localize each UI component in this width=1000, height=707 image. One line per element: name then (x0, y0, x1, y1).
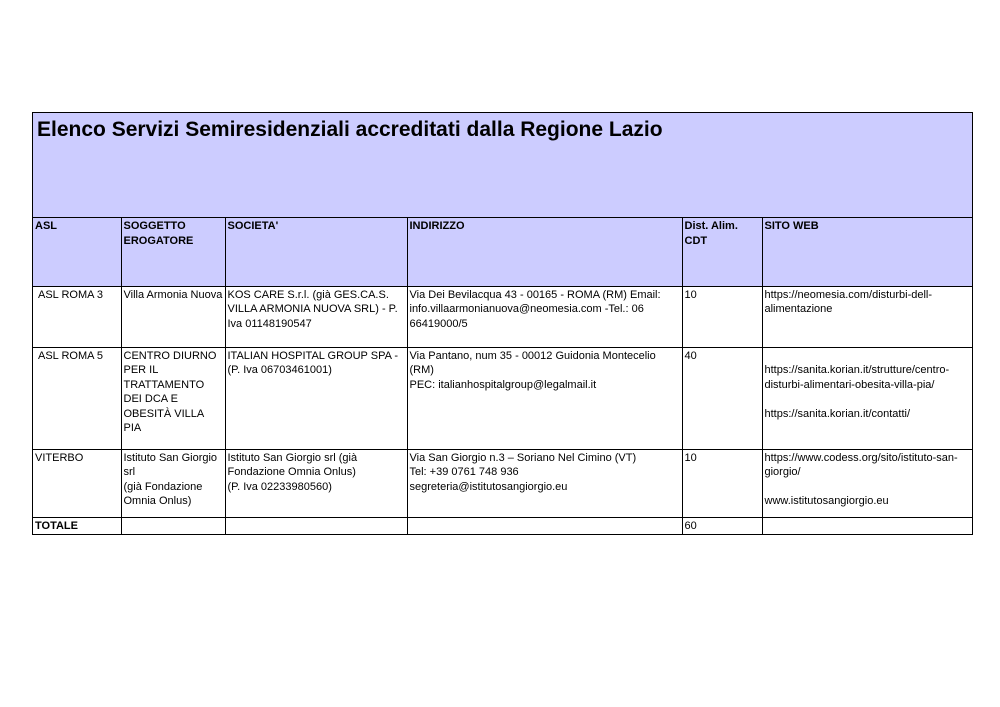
societa-line: (P. Iva 02233980560) (227, 480, 332, 493)
cell-indirizzo (407, 449, 682, 517)
header-indirizzo: INDIRIZZO (407, 218, 682, 286)
empty-cell (121, 517, 225, 534)
table-row (33, 449, 972, 517)
website-link[interactable]: www.istitutosangiorgio.eu (764, 495, 889, 507)
soggetto-line: (già Fondazione Omnia Onlus) (123, 480, 203, 507)
page-title: Elenco Servizi Semiresidenziali accreditati dalla Regione Lazio (37, 118, 663, 141)
table-row (33, 347, 972, 449)
empty-cell (225, 517, 407, 534)
total-label: TOTALE (33, 517, 121, 534)
header-societa: SOCIETA' (225, 218, 407, 286)
cell-soggetto: Villa Armonia Nuova (121, 286, 225, 347)
empty-cell (762, 517, 972, 534)
cell-societa: ITALIAN HOSPITAL GROUP SPA - (P. Iva 06703461001) (225, 347, 407, 449)
cell-dist: 40 (682, 347, 762, 449)
title-band (33, 113, 972, 218)
cell-soggetto: CENTRO DIURNO PER IL TRATTAMENTO DEI DCA E OBESITÀ VILLA PIA (121, 347, 225, 449)
header-dist: Dist. Alim. CDT (682, 218, 762, 286)
website-link[interactable]: https://sanita.korian.it/strutture/centro-disturbi-alimentari-obesita-villa-pia/ (764, 364, 950, 391)
indirizzo-email: segreteria@istitutosangiorgio.eu (409, 480, 568, 493)
empty-cell (407, 517, 682, 534)
total-row (33, 517, 972, 534)
societa-line: Istituto San Giorgio srl (già Fondazione Omnia Onlus) (227, 451, 358, 478)
website-link[interactable]: https://www.codess.org/sito/istituto-san-giorgio/ (764, 451, 958, 478)
cell-sito (762, 347, 972, 449)
indirizzo-pec: PEC: italianhospitalgroup@legalmail.it (409, 378, 597, 391)
header-row (33, 218, 972, 286)
table-row (33, 286, 972, 347)
soggetto-line: Istituto San Giorgio srl (123, 451, 218, 478)
website-link[interactable]: https://sanita.korian.it/contatti/ (764, 407, 911, 420)
cell-asl: ASL ROMA 5 (33, 347, 121, 449)
cell-sito (762, 449, 972, 517)
header-sito: SITO WEB (762, 218, 972, 286)
spreadsheet (32, 112, 973, 535)
cell-societa: KOS CARE S.r.l. (già GES.CA.S. VILLA ARMONIA NUOVA SRL) - P. Iva 01148190547 (225, 286, 407, 347)
header-asl: ASL (33, 218, 121, 286)
cell-indirizzo: Via Dei Bevilacqua 43 - 00165 - ROMA (RM) Email: info.villaarmonianuova@neomesia.com -Tel.: 06 66419000/5 (407, 286, 682, 347)
indirizzo-tel: Tel: +39 0761 748 936 (409, 466, 519, 478)
services-table (33, 218, 972, 534)
indirizzo-line: Via San Giorgio n.3 – Soriano Nel Cimino (VT) (409, 451, 637, 464)
cell-asl: ASL ROMA 3 (33, 286, 121, 347)
cell-dist: 10 (682, 449, 762, 517)
cell-indirizzo (407, 347, 682, 449)
indirizzo-line: Via Pantano, num 35 - 00012 Guidonia Montecelio (RM) (409, 349, 656, 376)
cell-dist: 10 (682, 286, 762, 347)
cell-soggetto (121, 449, 225, 517)
header-soggetto: SOGGETTO EROGATORE (121, 218, 225, 286)
cell-sito[interactable]: https://neomesia.com/disturbi-dell-alimentazione (762, 286, 972, 347)
cell-asl: VITERBO (33, 449, 121, 517)
total-dist: 60 (682, 517, 762, 534)
cell-societa (225, 449, 407, 517)
